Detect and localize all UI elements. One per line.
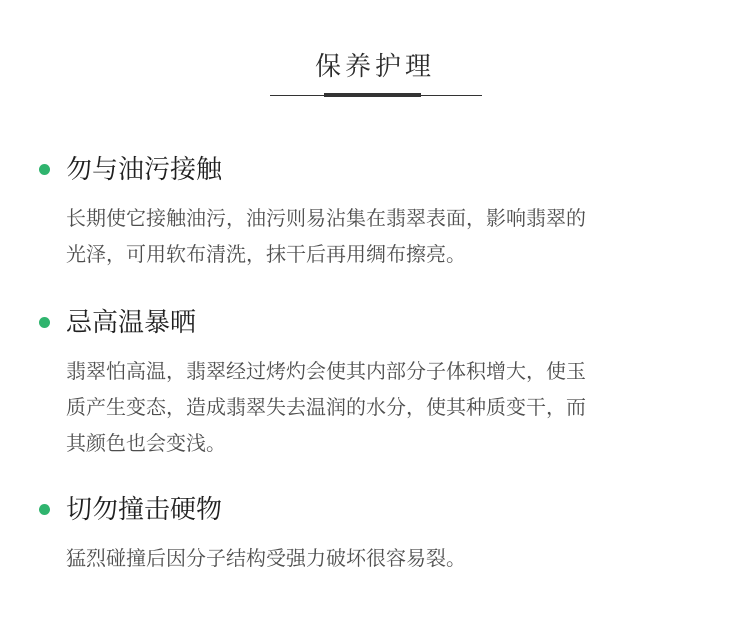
section-avoid-oil (0, 150, 750, 272)
body-line: 猛烈碰撞后因分子结构受强力破坏很容易裂。 (66, 546, 466, 570)
body-line: 质产生变态，造成翡翠失去温润的水分，使其种质变干，而 (66, 395, 586, 419)
body-line: 光泽，可用软布清洗，抹干后再用绸布擦亮。 (66, 242, 466, 266)
section-avoid-impact (0, 490, 750, 576)
section-heading (0, 490, 750, 530)
section-body (66, 540, 716, 576)
body-line: 翡翠怕高温，翡翠经过烤灼会使其内部分子体积增大，使玉 (66, 359, 586, 383)
section-heading (0, 150, 750, 190)
title-underline-accent (324, 93, 421, 97)
section-body (66, 353, 716, 461)
body-line: 其颜色也会变浅。 (66, 431, 226, 455)
bullet-dot-icon (39, 317, 50, 328)
header (0, 0, 750, 110)
bullet-dot-icon (39, 504, 50, 515)
bullet-dot-icon (39, 164, 50, 175)
section-title: 忌高温暴晒 (66, 308, 197, 338)
section-title: 勿与油污接触 (66, 155, 223, 185)
section-body (66, 200, 716, 272)
section-heading (0, 303, 750, 343)
section-title: 切勿撞击硬物 (66, 495, 223, 525)
body-line: 长期使它接触油污，油污则易沾集在翡翠表面，影响翡翠的 (66, 206, 586, 230)
section-avoid-heat (0, 303, 750, 461)
page-title: 保养护理 (314, 52, 435, 82)
